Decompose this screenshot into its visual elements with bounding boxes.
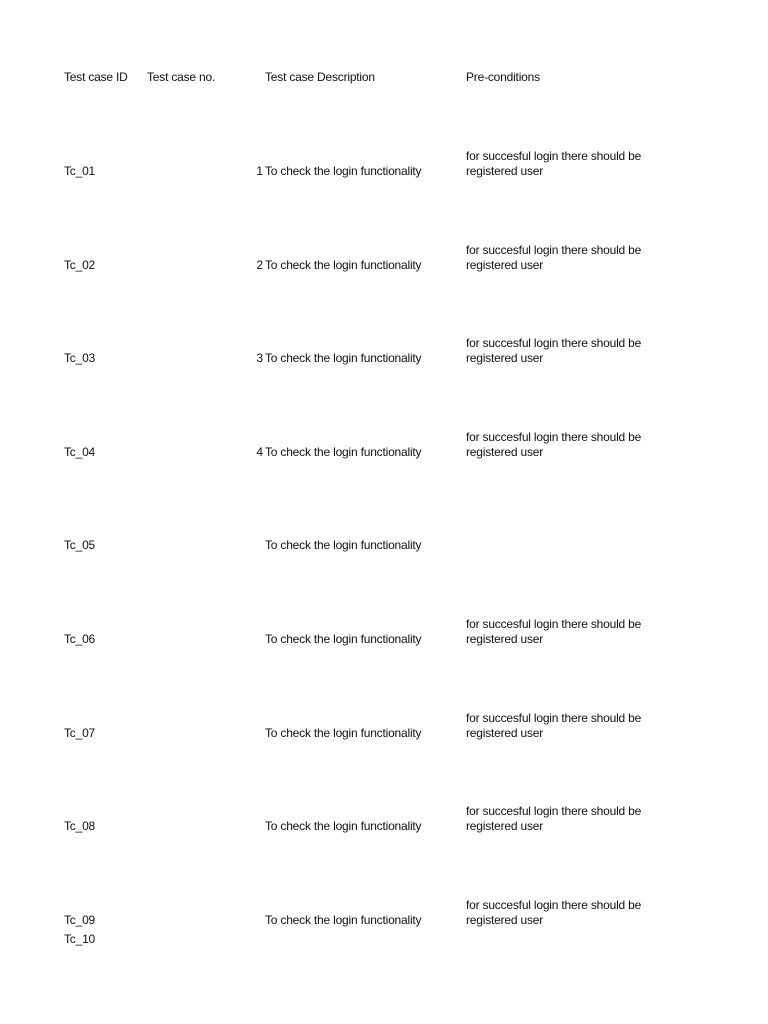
header-preconditions: Pre-conditions [466,70,540,84]
row-1-precondition: for succesful login there should be registered user [466,149,642,178]
row-7-id: Tc_07 [64,726,96,740]
row-8-id: Tc_08 [64,819,96,833]
row-3-no: 3 [256,351,263,365]
row-9-description: To check the login functionality [265,913,422,927]
row-4-description: To check the login functionality [265,445,422,459]
row-6-id: Tc_06 [64,632,96,646]
row-6-description: To check the login functionality [265,632,422,646]
row-5-description: To check the login functionality [265,538,422,552]
row-2-precondition: for succesful login there should be registered user [466,243,642,272]
row-2-no: 2 [256,258,263,272]
row-2-description: To check the login functionality [265,258,422,272]
row-4-precondition: for succesful login there should be registered user [466,430,642,459]
row-1-id: Tc_01 [64,164,96,178]
header-test-case-description: Test case Description [265,70,375,84]
row-3-id: Tc_03 [64,351,96,365]
row-2-id: Tc_02 [64,258,96,272]
row-10-id: Tc_10 [64,932,96,946]
row-7-description: To check the login functionality [265,726,422,740]
row-5-id: Tc_05 [64,538,96,552]
header-test-case-no: Test case no. [147,70,216,84]
row-1-no: 1 [256,164,263,178]
row-4-no: 4 [256,445,263,459]
row-7-precondition: for succesful login there should be registered user [466,711,642,740]
row-1-description: To check the login functionality [265,164,422,178]
row-9-precondition: for succesful login there should be registered user [466,898,642,927]
row-4-id: Tc_04 [64,445,96,459]
row-3-description: To check the login functionality [265,351,422,365]
row-6-precondition: for succesful login there should be registered user [466,617,642,646]
header-test-case-id: Test case ID [64,70,128,84]
row-9-id: Tc_09 [64,913,96,927]
row-8-precondition: for succesful login there should be registered user [466,804,642,833]
row-8-description: To check the login functionality [265,819,422,833]
row-3-precondition: for succesful login there should be registered user [466,336,642,365]
